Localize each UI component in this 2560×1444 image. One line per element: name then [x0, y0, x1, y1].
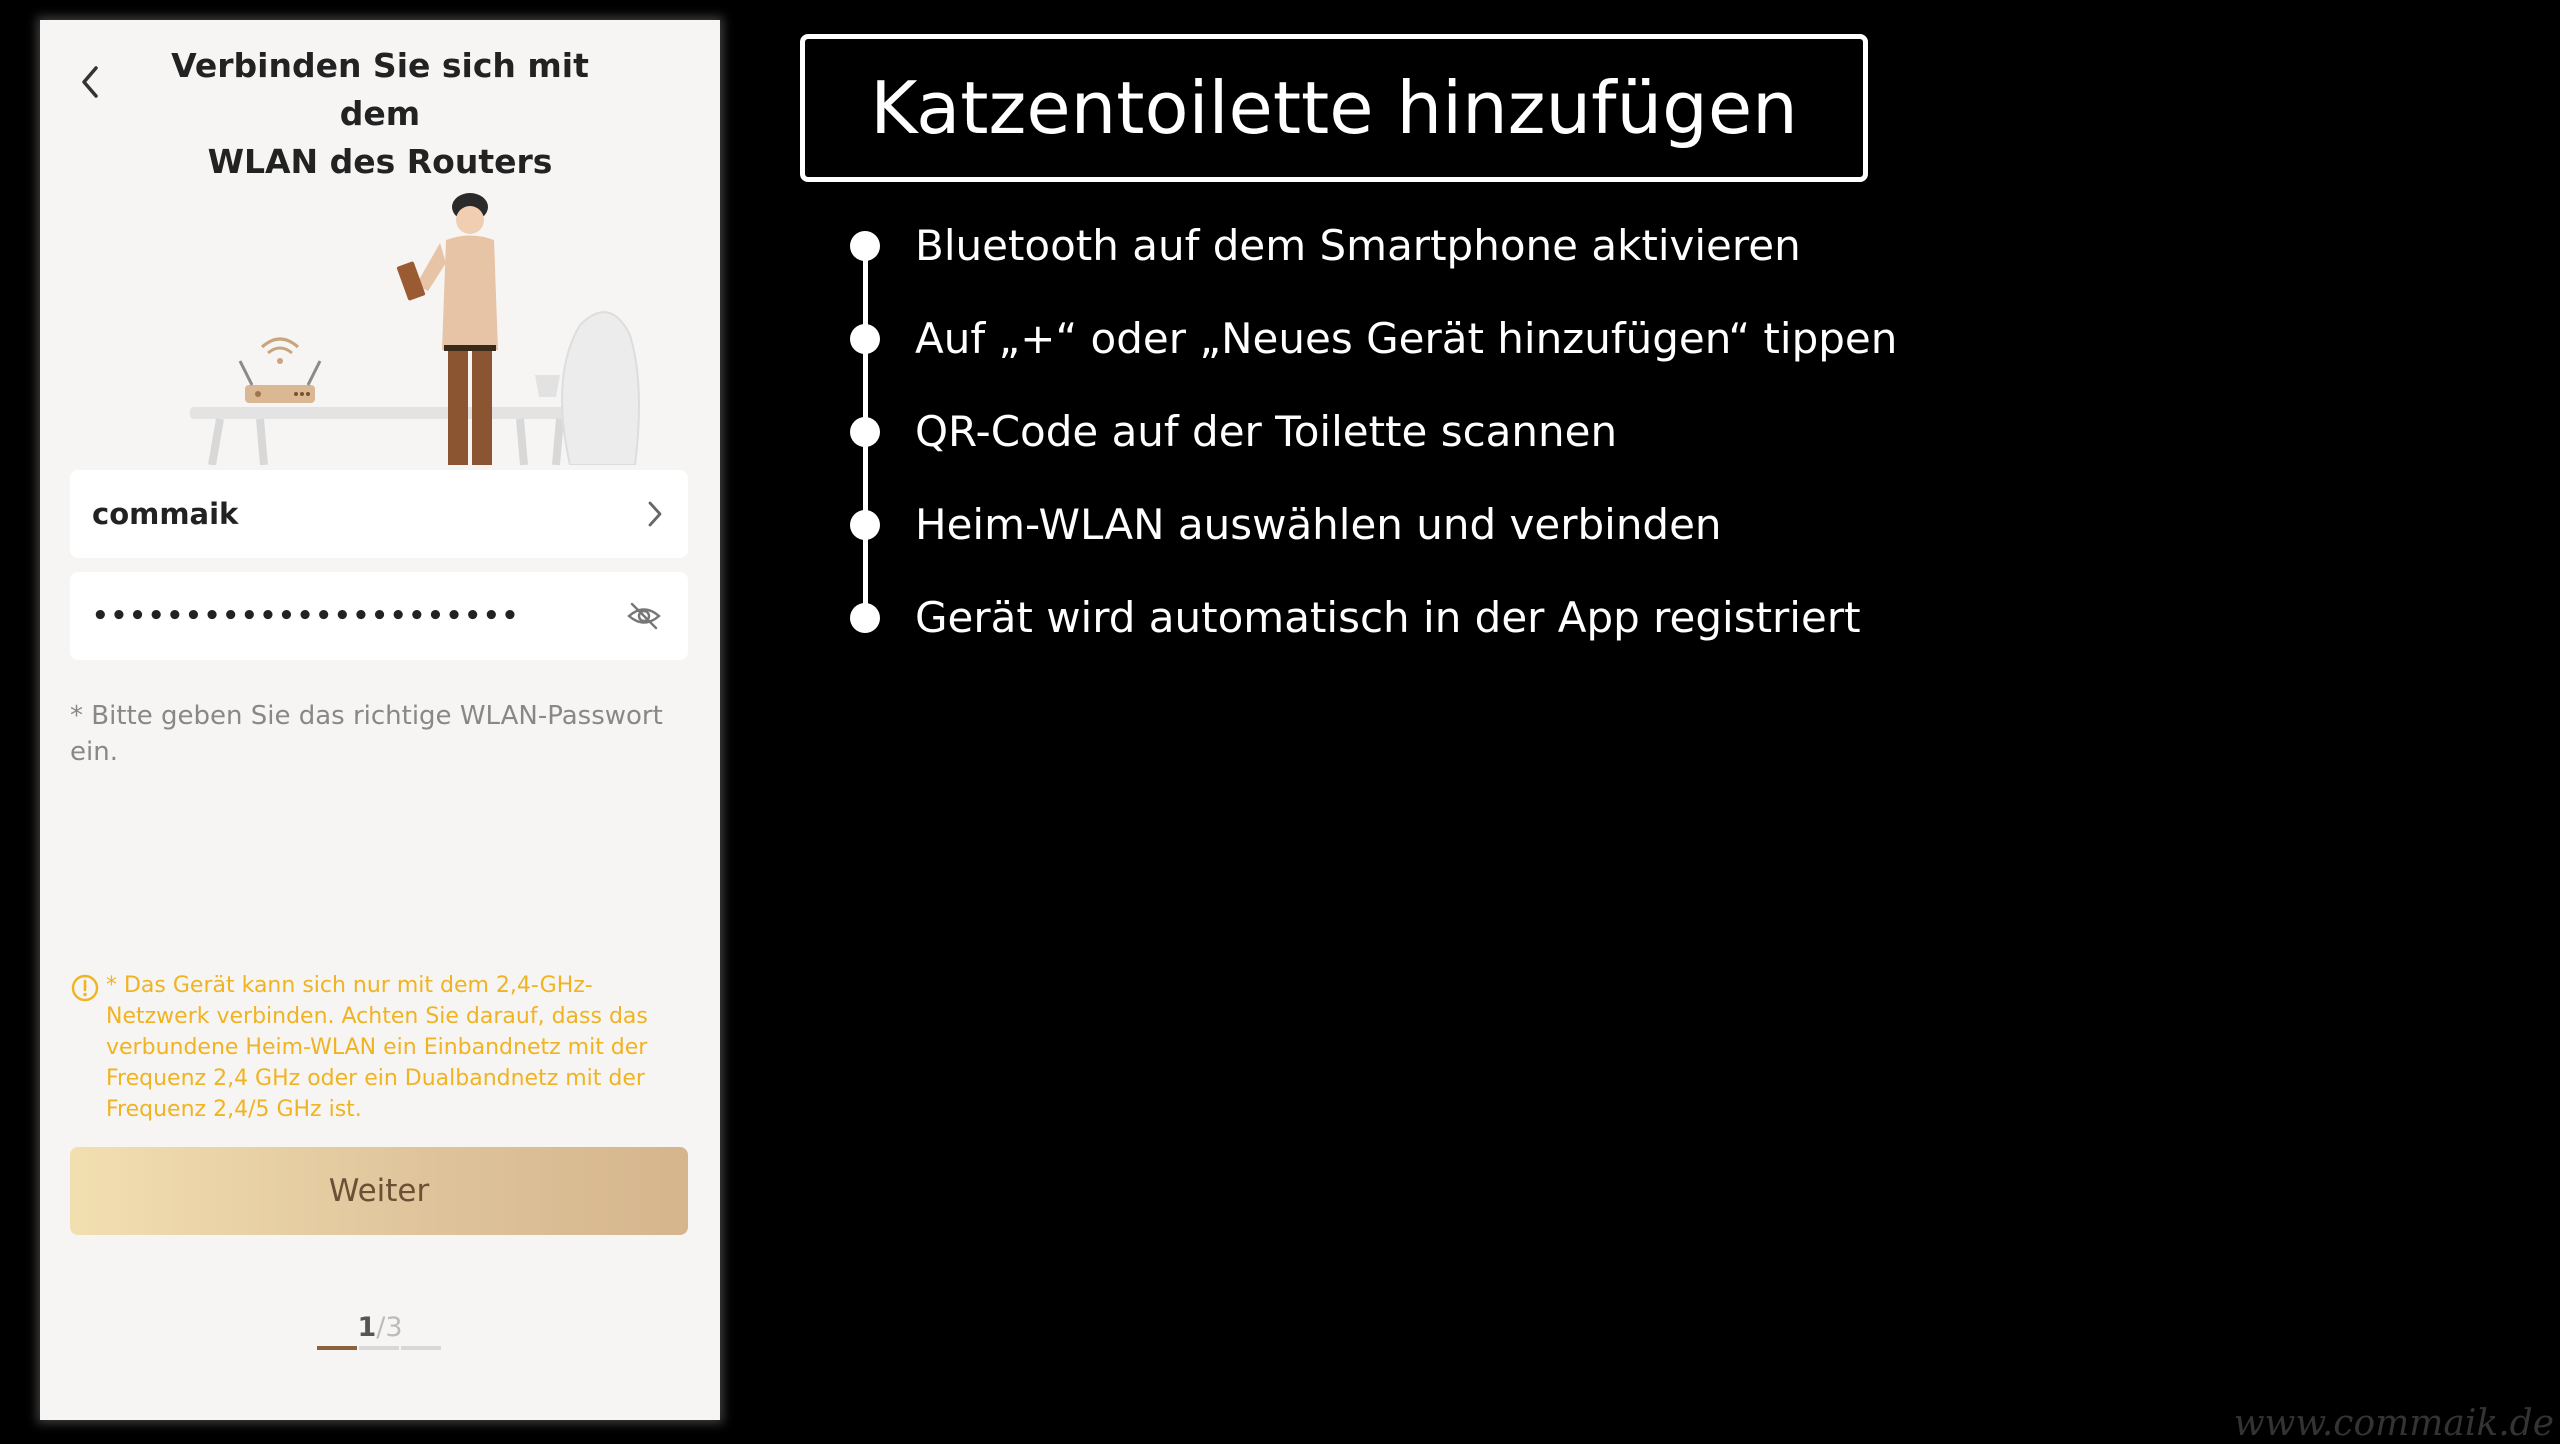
page-title	[130, 42, 630, 186]
next-button[interactable]: Weiter	[70, 1147, 688, 1235]
wifi-network-name: commaik	[92, 497, 239, 531]
router-illustration	[140, 175, 660, 465]
step-item: Heim-WLAN auswählen und verbinden	[915, 500, 1722, 549]
toggle-password-visibility-button[interactable]	[622, 594, 666, 638]
watermark: www.commaik.de	[2233, 1403, 2554, 1444]
step-separator: /	[376, 1312, 386, 1343]
chevron-right-icon	[644, 499, 666, 529]
step-current: 1	[357, 1312, 377, 1343]
step-bullet	[850, 417, 880, 447]
step-item: Gerät wird automatisch in der App registriert	[915, 593, 1861, 642]
chevron-left-icon	[78, 64, 102, 100]
step-item: Bluetooth auf dem Smartphone aktivieren	[915, 221, 1801, 270]
warning-icon	[70, 973, 100, 1003]
back-button[interactable]	[68, 60, 112, 104]
frequency-warning-text: * Das Gerät kann sich nur mit dem 2,4-GHz-Netzwerk verbinden. Achten Sie darauf, dass das verbundene Heim-WLAN ein Einbandnetz mit der Frequenz 2,4 GHz oder ein Dualbandnetz mit der Frequenz 2,4/5 GHz ist.	[106, 973, 648, 1122]
slide-title: Katzentoilette hinzufügen	[870, 66, 1798, 150]
step-bullet	[850, 603, 880, 633]
page-title-line-1: Verbinden Sie sich mit dem	[171, 46, 589, 133]
step-item: QR-Code auf der Toilette scannen	[915, 407, 1618, 456]
step-bullet	[850, 510, 880, 540]
phone-screen	[40, 20, 720, 1420]
wifi-password-input[interactable]	[92, 601, 622, 631]
wifi-network-selector[interactable]	[70, 470, 688, 558]
step-bar-1	[317, 1346, 357, 1350]
step-indicator	[40, 1312, 720, 1343]
step-bullet	[850, 324, 880, 354]
step-bar-2	[359, 1346, 399, 1350]
eye-off-icon	[626, 598, 662, 634]
password-hint: * Bitte geben Sie das richtige WLAN-Passwort ein.	[70, 701, 663, 767]
page-title-line-2: WLAN des Routers	[207, 142, 553, 181]
slide-title-box	[800, 34, 1868, 182]
step-bullet	[850, 231, 880, 261]
frequency-warning	[70, 970, 695, 1125]
wifi-password-field[interactable]	[70, 572, 688, 660]
step-item: Auf „+“ oder „Neues Gerät hinzufügen“ tippen	[915, 314, 1898, 363]
step-total: 3	[385, 1312, 403, 1343]
step-bar-3	[401, 1346, 441, 1350]
